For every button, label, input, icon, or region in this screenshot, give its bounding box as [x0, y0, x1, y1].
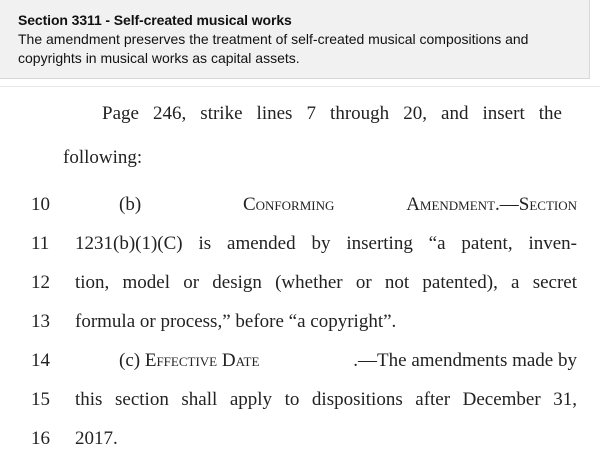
- line-text: [75, 349, 577, 373]
- divider: [0, 86, 600, 87]
- subsection-label: (b): [119, 194, 142, 215]
- bill-line: [0, 427, 600, 451]
- intro-line-1: Page 246, strike lines 7 through 20, and insert the: [102, 103, 562, 124]
- subsection-label: (c): [119, 350, 145, 371]
- heading-word: Amendment.—Section: [406, 194, 577, 215]
- line-number: 14: [31, 350, 50, 371]
- line-number: 15: [31, 389, 50, 410]
- line-text: 1231(b)(1)(C) is amended by inserting “a patent, inven-: [75, 233, 577, 254]
- line-number: 12: [31, 272, 50, 293]
- line-rest: .—The amendments made by: [353, 350, 577, 371]
- line-text: formula or process,” before “a copyright”.: [75, 311, 397, 332]
- bill-line: [0, 271, 600, 295]
- line-text: this section shall apply to dispositions after December 31,: [75, 389, 577, 410]
- line-text: tion, model or design (whether or not patented), a secret: [75, 272, 577, 293]
- summary-text: The amendment preserves the treatment of self-created musical compositions and copyrights in musical works as capital assets.: [18, 31, 529, 66]
- heading-word: Conforming: [242, 194, 335, 215]
- bill-line: [0, 193, 600, 217]
- line-number: 10: [31, 194, 50, 215]
- heading-word: Effective Date: [144, 350, 260, 371]
- bill-line: [0, 232, 600, 256]
- bill-line: [0, 388, 600, 412]
- line-number: 11: [31, 233, 50, 254]
- bill-line: [0, 349, 600, 373]
- summary-box: [0, 0, 590, 79]
- line-number: 13: [31, 311, 50, 332]
- summary-title: Section 3311 - Self-created musical works: [18, 12, 292, 28]
- line-text: 2017.: [75, 428, 118, 449]
- line-text: [75, 193, 577, 217]
- line-number: 16: [31, 428, 50, 449]
- intro-line-2: following:: [63, 147, 143, 168]
- bill-line: [0, 310, 600, 334]
